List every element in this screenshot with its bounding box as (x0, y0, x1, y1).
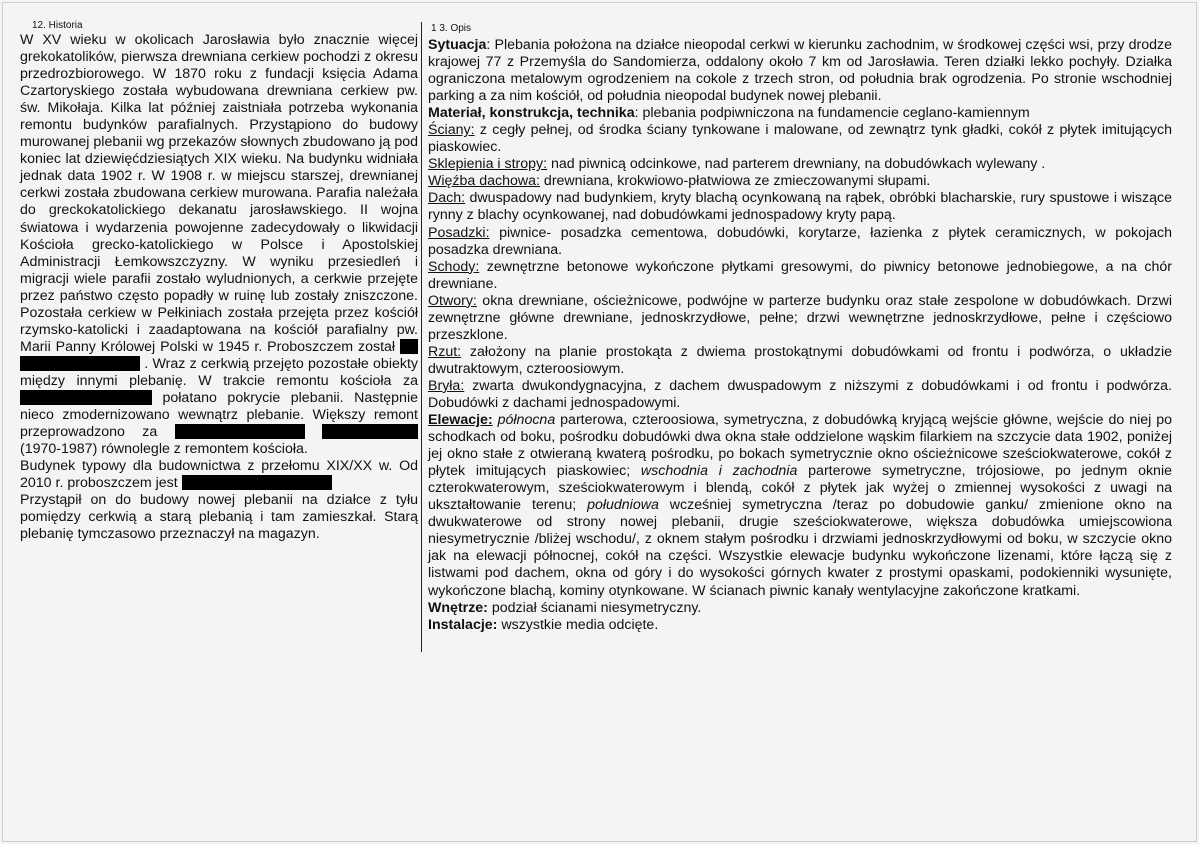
entry-label: Instalacje: (428, 616, 498, 633)
entry-text: wcześniej symetryczna /teraz po dobudowie ganku/ zmienione okno na dwukwaterowe od strony nowej plebanii, drugie sześciokwaterowe, większa dobudówka umiejscowiona niesymetrycznie /bliżej wschodu/, z oknem stałym pośrodku i drzwiami jednoskrzydłowymi od boku, w szczycie okno jak na elewacji północnej, cokół na części. Wszystkie elewacje budynku wykończone lizenami, które łączą się z listwami pod dachem, okna od góry i do wysokości górnych kwater z prostymi opaskami, podokienniki wysunięte, wykończone blachą, kominy otynkowane. W ścianach piwnic kanały wentylacyjne zakończone kratkami. (428, 497, 1172, 599)
redaction-bar (20, 356, 140, 371)
redaction-bar (182, 475, 332, 490)
history-text-d: (1970-1987) równolegle z remontem kościoła. (20, 441, 308, 458)
entry-italic: północna (497, 412, 556, 429)
entry-schody (428, 259, 1172, 293)
entry-sklepienia (428, 156, 1172, 173)
entry-text: nad piwnicą odcinkowe, nad parterem drewniany, na dobudówkach wylewany . (547, 156, 1046, 173)
entry-text: podział ścianami niesymetryczny. (487, 599, 702, 616)
redaction-bar (20, 390, 152, 405)
entry-elewacje (428, 412, 1172, 600)
entry-label: Schody: (428, 258, 480, 275)
entry-text: : Plebania położona na działce nieopodal cerkwi w kierunku zachodnim, w środkowej części wsi, przy drodze krajowej 77 z Przemyśla do Sandomierza, oddalony około 7 km od Jarosławia. Teren działki lekko pochyły. Działka ograniczona metalowym ogrodzeniem na cokole z trzech stron, od południa brak ogrodzenia. Po stronie wschodniej parking a za nim kościół, od południa nieopodal budynek nowej plebanii. (428, 37, 1172, 105)
entry-text: drewniana, krokwiowo-płatwiowa ze zmieczowanymi słupami. (539, 173, 931, 190)
entry-label: Dach: (428, 190, 466, 207)
entry-text: okna drewniane, ościeżnicowe, podwójne w parterze budynku oraz stałe zespolone w dobudówkach. Drzwi zewnętrzne główne drewniane, jednoskrzydłowe, pełne; drzwi wewnętrzne jednoskrzydłowe, pełne i częściowo przeszklone. (428, 292, 1172, 343)
entry-text: parterowe symetryczne, trójosiowe, po jednym oknie czterokwaterowym, sześciokwaterowym i blendą, cokół z płytek jak wyżej o zmiennej wysokości z uwagi na ukształtowanie terenu; (428, 463, 1172, 514)
entry-text: z cegły pełnej, od środka ściany tynkowane i malowane, od zewnątrz tynk gładki, cokół z płytek imitujących piaskowiec. (428, 122, 1172, 156)
history-section-title: 12. Historia (32, 20, 83, 31)
entry-text: zwarta dwukondygnacyjna, z dachem dwuspadowym z niższymi z dobudówkami i od frontu i podwórza. Dobudówki z dachami jednospadowymi. (428, 377, 1172, 411)
entry-rzut (428, 344, 1172, 378)
entry-label: Ściany: (428, 122, 475, 139)
entry-label: Posadzki: (428, 224, 490, 241)
column-divider (421, 22, 422, 652)
redaction-bar (322, 424, 418, 439)
entry-italic: wschodnia i zachodnia (640, 463, 798, 480)
entry-label: Rzut: (428, 343, 462, 360)
entry-dach (428, 190, 1172, 224)
entry-italic: południowa (587, 497, 659, 514)
entry-sytuacja (428, 37, 1172, 105)
entry-wnetrze (428, 600, 1172, 617)
entry-label: Bryła: (428, 377, 465, 394)
entry-text: dwuspadowy nad budynkiem, kryty blachą ocynkowaną na rąbek, obróbki blacharskie, rury spustowe i wiszące rynny z blachy ocynkowanej, nad dobudówkami jednospadowy kryty papą. (428, 190, 1172, 224)
history-text-f: Przystąpił on do budowy nowej plebanii na działce z tyłu pomiędzy cerkwią a starą plebanią i tam zamieszkał. Starą plebanię tymczasowo przeznaczył na magazyn. (20, 492, 418, 543)
entry-text: : plebania podpiwniczona na fundamencie ceglano-kamiennym (634, 105, 1030, 122)
entry-material (428, 105, 1172, 122)
entry-label: Materiał, konstrukcja, technika (428, 105, 635, 122)
history-paragraph (20, 492, 418, 543)
description-section-title: 1 3. Opis (431, 23, 472, 34)
entry-instalacje (428, 617, 1172, 634)
entry-text: wszystkie media odcięte. (497, 616, 659, 633)
redaction-bar (400, 339, 418, 354)
entry-label: Sklepienia i stropy: (428, 156, 548, 173)
entry-label: Otwory: (428, 292, 477, 309)
history-paragraph (20, 458, 418, 492)
history-text-b: . Wraz z cerkwią przejęto pozostałe obiekty między innymi plebanię. W trakcie remontu kościoła za (20, 355, 418, 389)
entry-text: piwnice- posadzka cementowa, dobudówki, korytarze, łazienka z płytek ceramicznych, w pokojach posadzka drewniana. (428, 224, 1172, 258)
entry-bryla (428, 378, 1172, 412)
entry-wiezba (428, 173, 1172, 190)
entry-label: Więźba dachowa: (428, 173, 540, 190)
redaction-bar (175, 424, 305, 439)
entry-text: założony na planie prostokąta z dwiema prostokątnymi dobudówkami od frontu i podwórza, o układzie dwutraktowym, czteroosiowym. (428, 343, 1172, 377)
description-column (428, 22, 1172, 634)
entry-label: Sytuacja (428, 37, 487, 53)
entry-otwory (428, 293, 1172, 344)
history-paragraph (20, 32, 418, 458)
entry-label: Wnętrze: (428, 599, 488, 616)
entry-text: parterowa, czteroosiowa, symetryczna, z dobudówką kryjącą wejście główne, wejście do niej po schodkach od boku, pośrodku dobudówki dwa okna stałe oddzielone wąskim filarkiem na szczycie data 1902, poniżej jej okno stałe z otwieraną kwaterą pośrodku, po bokach symetrycznie okno ościeżnicowe sześciokwaterowe, cokół z płytek imitujących piaskowiec; (428, 412, 1173, 480)
history-text-a: W XV wieku w okolicach Jarosławia było znacznie więcej grekokatolików, pierwsza drewniana cerkiew pochodzi z okresu przedrozbiorowego. W 1870 roku z fundacji księcia Adama Czartoryskiego została wybudowana drewniana cerkiew pw. św. Mikołaja. Kilka lat później zaistniała potrzeba wykonania remontu budynków parafialnych. Przystąpiono do budowy murowanej plebanii wg przekazów słownych zbudowano ją pod koniec lat dziewięćdziesiątych XIX wieku. Na budynku widniała jednak data 1902 r. W 1908 r. w miejscu starszej, drewnianej cerkwi została zbudowana cerkiew murowana. Parafia należała do greckokatolickiego dekanatu jarosławskiego. II wojna światowa i wydarzenia powojenne zadecydowały o likwidacji Kościoła grecko-katolickiego w Polsce i Apostolskiej Administracji Łemkowszczyzny. W wyniku przesiedleń i migracji wiele parafii zostało wyludnionych, a cerkwie przejęte przez państwo często popadły w ruinę lub zostały zniszczone. Pozostała cerkiew w Pełkiniach została przejęta przez kościół rzymsko-katolicki i zaadaptowana na kościół parafialny pw. Marii Panny Królowej Polski w 1945 r. Proboszczem został (20, 32, 418, 355)
entry-posadzki (428, 225, 1172, 259)
history-text-e: Budynek typowy dla budownictwa z przełomu XIX/XX w. Od 2010 r. proboszczem jest (20, 458, 418, 492)
entry-text: zewnętrzne betonowe wykończone płytkami gresowymi, do piwnicy betonowe jednobiegowe, a na chór drewniane. (428, 258, 1172, 292)
entry-sciany (428, 122, 1172, 156)
history-text-c: połatano pokrycie plebanii. Następnie nieco zmodernizowano wewnątrz plebanie. Większy remont przeprowadzono za (20, 389, 418, 441)
history-column (20, 19, 418, 543)
entry-label: Elewacje: (428, 412, 493, 429)
